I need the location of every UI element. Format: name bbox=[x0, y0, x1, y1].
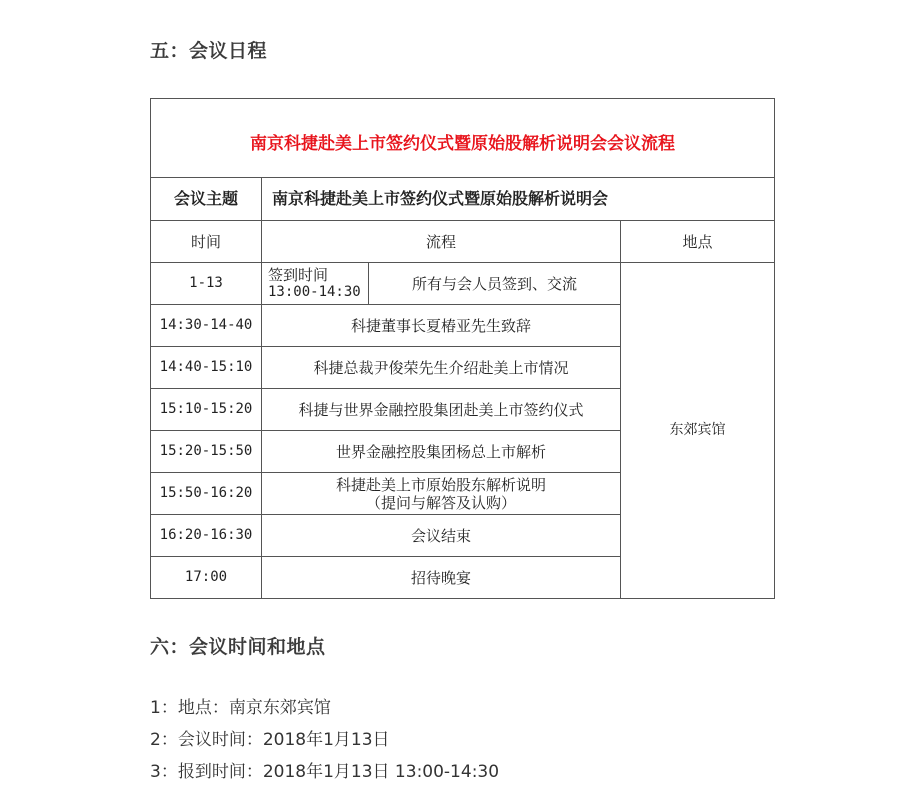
row-flow: 科捷与世界金融控股集团赴美上市签约仪式 bbox=[262, 389, 621, 431]
theme-label: 会议主题 bbox=[151, 178, 262, 221]
theme-value: 南京科捷赴美上市签约仪式暨原始股解析说明会 bbox=[262, 178, 775, 221]
row-time: 16:20-16:30 bbox=[151, 515, 262, 557]
section-heading-schedule: 五：会议日程 bbox=[150, 40, 268, 62]
row-time: 15:20-15:50 bbox=[151, 431, 262, 473]
section-heading-time-place: 六：会议时间和地点 bbox=[150, 636, 326, 658]
sign-in-time: 13:00-14:30 bbox=[268, 284, 361, 301]
row-time: 14:30-14-40 bbox=[151, 305, 262, 347]
row-time: 1-13 bbox=[151, 263, 262, 305]
row-time: 14:40-15:10 bbox=[151, 347, 262, 389]
row-time: 15:10-15:20 bbox=[151, 389, 262, 431]
venue-cell: 东郊宾馆 bbox=[621, 263, 775, 599]
header-place: 地点 bbox=[621, 221, 775, 263]
row-flow: 科捷董事长夏椿亚先生致辞 bbox=[262, 305, 621, 347]
row-time: 15:50-16:20 bbox=[151, 473, 262, 515]
sign-in-cell bbox=[262, 263, 369, 305]
table-row bbox=[151, 263, 775, 305]
header-flow: 流程 bbox=[262, 221, 621, 263]
row-flow: 科捷总裁尹俊荣先生介绍赴美上市情况 bbox=[262, 347, 621, 389]
header-row bbox=[151, 221, 775, 263]
row-flow: 所有与会人员签到、交流 bbox=[369, 263, 621, 305]
row-flow: 招待晚宴 bbox=[262, 557, 621, 599]
row-flow-line1: 科捷赴美上市原始股东解析说明 bbox=[335, 475, 546, 494]
row-flow bbox=[262, 473, 621, 515]
row-flow-line2: （提问与解答及认购） bbox=[365, 493, 516, 512]
row-time: 17:00 bbox=[151, 557, 262, 599]
list-item: 3：报到时间：2018年1月13日 13:00-14:30 bbox=[150, 762, 500, 782]
meeting-schedule-table bbox=[150, 98, 775, 599]
row-flow: 会议结束 bbox=[262, 515, 621, 557]
list-item: 1：地点：南京东郊宾馆 bbox=[150, 698, 331, 718]
table-title: 南京科捷赴美上市签约仪式暨原始股解析说明会会议流程 bbox=[151, 99, 775, 178]
list-item: 2：会议时间：2018年1月13日 bbox=[150, 730, 390, 750]
time-place-list bbox=[150, 692, 499, 788]
row-flow: 世界金融控股集团杨总上市解析 bbox=[262, 431, 621, 473]
header-time: 时间 bbox=[151, 221, 262, 263]
sign-in-label: 签到时间 bbox=[268, 266, 329, 285]
